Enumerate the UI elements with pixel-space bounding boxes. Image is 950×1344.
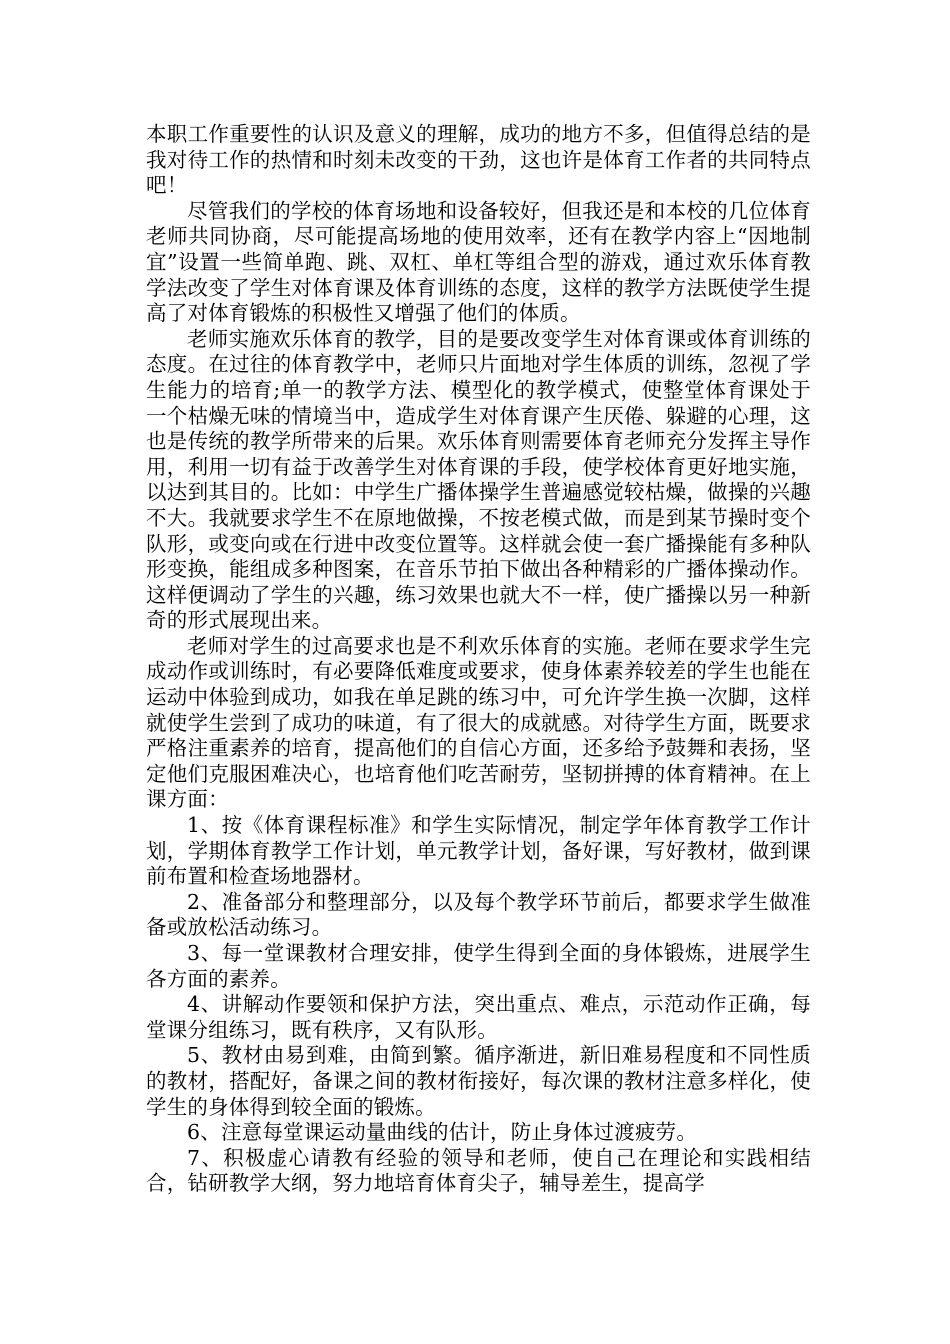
list-item-3: 3、每一堂课教材合理安排，使学生得到全面的身体锻炼，进展学生各方面的素养。 bbox=[146, 941, 811, 991]
list-item-5: 5、教材由易到难，由简到繁。循序渐进，新旧难易程度和不同性质的教材，搭配好，备课之间的教材衔接好，每次课的教材注意多样化，使学生的身体得到较全面的锻炼。 bbox=[146, 1043, 811, 1119]
paragraph-3: 老师实施欢乐体育的教学，目的是要改变学生对体育课或体育训练的态度。在过往的体育教学中，老师只片面地对学生体质的训练，忽视了学生能力的培育;单一的教学方法、模型化的教学模式，使整堂体育课处于一个枯燥无味的情境当中，造成学生对体育课产生厌倦、躲避的心理，这也是传统的教学所带来的后果。欢乐体育则需要体育老师充分发挥主导作用，利用一切有益于改善学生对体育课的手段，使学校体育更好地实施，以达到其目的。比如：中学生广播体操学生普遍感觉较枯燥，做操的兴趣不大。我就要求学生不在原地做操，不按老模式做，而是到某节操时变个队形，或变向或在行进中改变位置等。这样就会使一套广播操能有多种队形变换，能组成多种图案，在音乐节拍下做出各种精彩的广播体操动作。这样便调动了学生的兴趣，练习效果也就大不一样，使广播操以另一种新奇的形式展现出来。 bbox=[146, 326, 811, 633]
paragraph-2: 尽管我们的学校的体育场地和设备较好，但我还是和本校的几位体育老师共同协商，尽可能提高场地的使用效率，还有在教学内容上“因地制宜”设置一些简单跑、跳、双杠、单杠等组合型的游戏，通过欢乐体育教学法改变了学生对体育课及体育训练的态度，这样的教学方法既使学生提高了对体育锻炼的积极性又增强了他们的体质。 bbox=[146, 198, 811, 326]
paragraph-4: 老师对学生的过高要求也是不利欢乐体育的实施。老师在要求学生完成动作或训练时，有必要降低难度或要求，使身体素养较差的学生也能在运动中体验到成功，如我在单足跳的练习中，可允许学生换一次脚，这样就使学生尝到了成功的味道，有了很大的成就感。对待学生方面，既要求严格注重素养的培育，提高他们的自信心方面，还多给予鼓舞和表扬，坚定他们克服困难决心，也培育他们吃苦耐劳，坚韧拼搏的体育精神。在上课方面： bbox=[146, 633, 811, 812]
list-item-1: 1、按《体育课程标准》和学生实际情况，制定学年体育教学工作计划，学期体育教学工作计划，单元教学计划，备好课，写好教材，做到课前布置和检查场地器材。 bbox=[146, 813, 811, 889]
list-item-6: 6、注意每堂课运动量曲线的估计，防止身体过渡疲劳。 bbox=[187, 1120, 698, 1145]
list-item-7: 7、积极虚心请教有经验的领导和老师，使自己在理论和实践相结合，钻研教学大纲，努力地培育体育尖子，辅导差生，提高学 bbox=[146, 1145, 811, 1196]
document-body bbox=[146, 122, 811, 1197]
list-item-2: 2、准备部分和整理部分，以及每个教学环节前后，都要求学生做准备或放松活动练习。 bbox=[146, 889, 811, 940]
paragraph-1: 本职工作重要性的认识及意义的理解，成功的地方不多，但值得总结的是我对待工作的热情和时刻未改变的干劲，这也许是体育工作者的共同特点吧！ bbox=[146, 122, 811, 198]
list-item-4: 4、讲解动作要领和保护方法，突出重点、难点，示范动作正确，每堂课分组练习，既有秩序，又有队形。 bbox=[146, 992, 811, 1042]
